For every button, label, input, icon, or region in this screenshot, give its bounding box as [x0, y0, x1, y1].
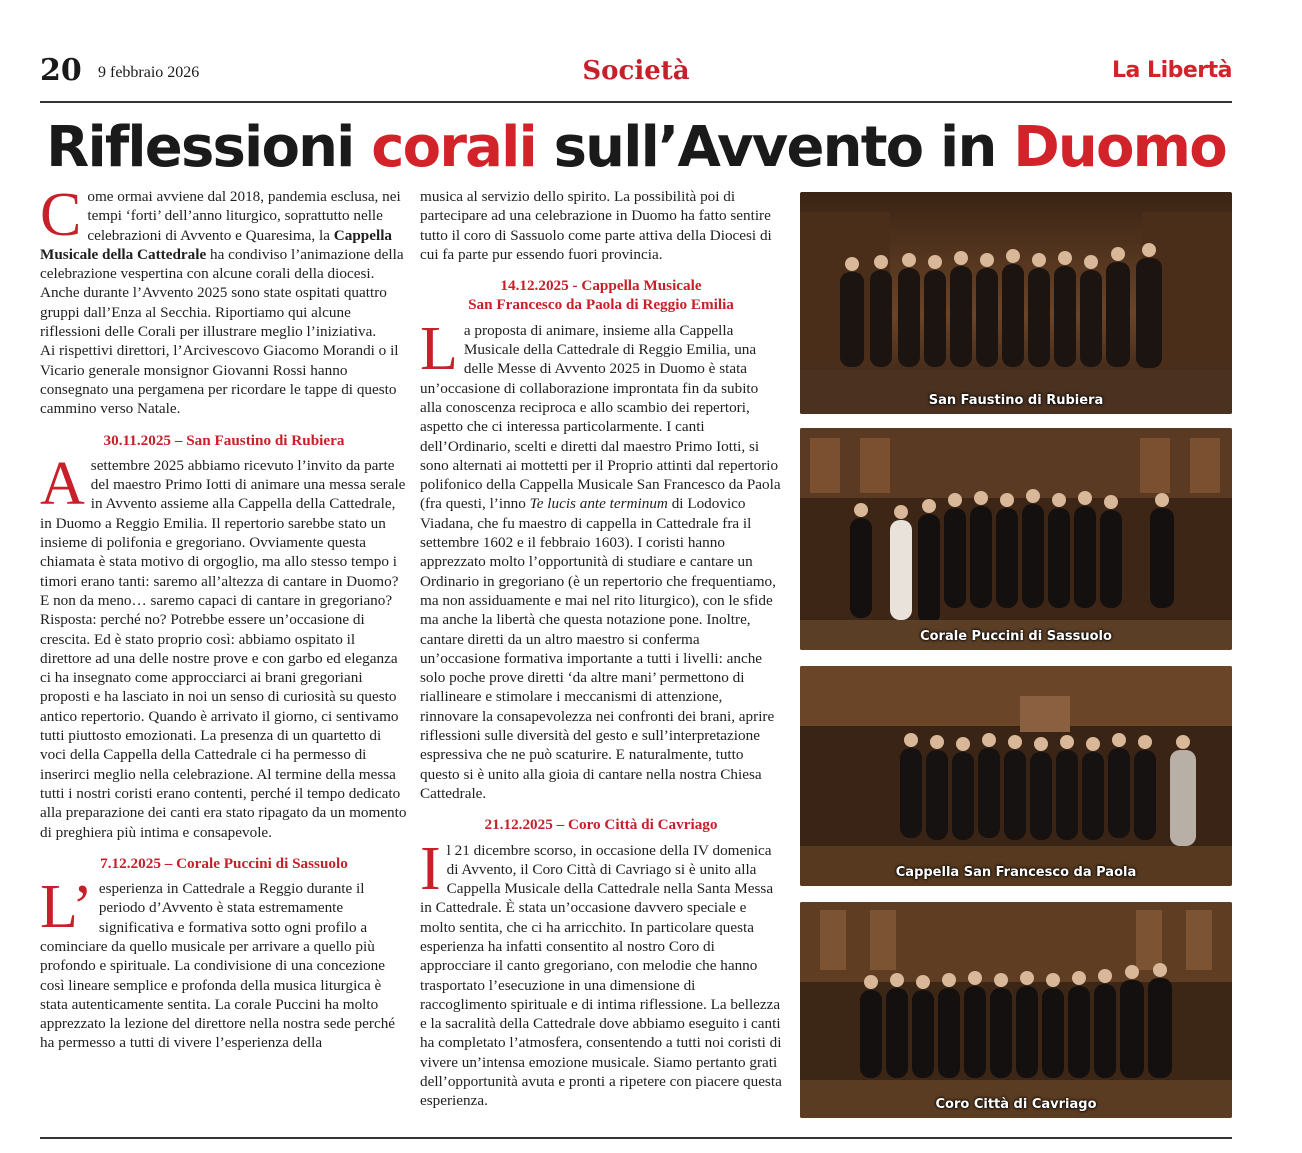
- body-text: esperienza in Cattedrale a Reggio durante il periodo d’Avvento è stata estremamente significativa e formativa sotto ogni profilo a cominciare da quello musicale per arrivare a quello più profondo e spirituale. La condivisione di una concezione così lineare semplice e profonda della musica liturgica è stata autenticamente sentita. La corale Puccini ha molto apprezzato la lezione del direttore nella nostra sede perché ha permesso a tutti di vivere l’esperienza della: [40, 880, 396, 1052]
- body-text: settembre 2025 abbiamo ricevuto l’invito da parte del maestro Primo Iotti di animare una messa serale in Avvento assieme alla Cappella della Cattedrale, in Duomo a Reggio Emilia. Il repertorio sarebbe stato un insieme di polifonia e gregoriano. Ovviamente questa chiamata è stata motivo di orgoglio, ma allo stesso tempo i timori erano tanti: saremo all’altezza di cantare in Duomo? E non da meno… saremo capaci di cantare in gregoriano? Risposta: perché no? Potrebbe essere un’occasione di crescita. Ed è stato proprio così: abbiamo ospitato il direttore ad una delle nostre prove e con garbo ed eleganza ci ha insegnato come approcciarci ai brani gregoriani proposti e ha lasciato in noi un senso di curiosità su questo antico repertorio. Quando è arrivato il giorno, ci sentivamo tutti piuttosto emozionati. La presenza di un quartetto di voci della Cappella della Cattedrale ci ha permesso di inserirci meglio nella celebrazione. Al termine della messa tutti i nostri coristi erano contenti, perché il tempo dedicato alla preparazione dei canti era stato ripagato da un momento di preghiera più intima e consapevole.: [40, 456, 407, 841]
- headline-part: Riflessioni: [46, 115, 372, 180]
- body-text-italic: Te lucis ante terminum: [529, 495, 668, 513]
- section-heading: [420, 276, 782, 315]
- body-text: ha condiviso l’animazione della celebrazione vespertina con alcune corali della diocesi. Anche durante l’Avvento 2025 sono state ospitati quattro gruppi dall’Enza al Secchia. Riportiamo qui alcune riflessioni delle Corali per illustrare meglio l’iniziativa.: [40, 245, 404, 341]
- photo-caption: Coro Città di Cavriago: [935, 1097, 1097, 1112]
- body-text: a proposta di animare, insieme alla Cappella Musicale della Cattedrale di Reggio Emilia, una delle Messe di Avvento 2025 in Duomo è stata un’occasione di collaborazione improntata fin da subito alla conoscenza reciproca e allo scambio dei repertori, aspetto che ci interessa particolarmente. I canti dell’Ordinario, scelti e diretti dal maestro Primo Iotti, si sono alternati ai mottetti per il Proprio attinti dal repertorio polifonico della Cappella Musicale San Francesco da Paola (fra questi, l’inno: [420, 321, 781, 513]
- heading-line: San Francesco da Paola di Reggio Emilia: [468, 296, 734, 314]
- issue-date: 9 febbraio 2026: [98, 64, 200, 81]
- article-column-2: [420, 187, 782, 1111]
- section-heading: 21.12.2025 – Coro Città di Cavriago: [484, 816, 718, 834]
- article-column-1: [40, 181, 408, 1053]
- photo-image: [800, 192, 1232, 414]
- heading-line: 14.12.2025 - Cappella Musicale: [500, 277, 702, 295]
- section-title: Società: [582, 56, 690, 86]
- section-paragraph: [420, 834, 782, 1111]
- intro-paragraph: [40, 181, 408, 341]
- page-header: [40, 52, 1232, 94]
- body-text-bold: Cappella Musicale della Cattedrale: [40, 226, 393, 263]
- choir-photo: [800, 192, 1232, 414]
- drop-cap: C: [40, 181, 82, 249]
- continued-paragraph: musica al servizio dello spirito. La possibilità poi di partecipare ad una celebrazione in Duomo ha fatto sentire tutto il coro di Sassuolo come parte attiva della Diocesi di cui fa parte pur essendo fuori provincia.: [420, 188, 772, 263]
- header-divider: [40, 101, 1232, 103]
- section-paragraph: [40, 873, 408, 1053]
- photo-image: [800, 428, 1232, 650]
- choir-photo: [800, 666, 1232, 886]
- drop-cap: L’: [40, 873, 93, 942]
- section-paragraph: [40, 449, 408, 842]
- newspaper-logo: La Libertà: [1112, 58, 1232, 83]
- footer-divider: [40, 1137, 1232, 1139]
- drop-cap: L: [420, 314, 458, 383]
- headline-accent: corali: [371, 115, 536, 180]
- photo-caption: San Faustino di Rubiera: [928, 393, 1104, 408]
- drop-cap: A: [40, 449, 85, 518]
- photo-caption: Cappella San Francesco da Paola: [895, 865, 1137, 880]
- page-number: 20: [40, 53, 82, 88]
- headline-part: sull’Avvento in: [535, 115, 1014, 180]
- article-headline: [40, 110, 1232, 186]
- photo-image: [800, 666, 1232, 886]
- section-paragraph: [420, 314, 782, 803]
- photo-image: [800, 902, 1232, 1118]
- headline-accent: Duomo: [1013, 115, 1226, 180]
- intro-paragraph-2: Ai rispettivi direttori, l’Arcivescovo Giacomo Morandi o il Vicario generale monsignor Giovanni Rossi hanno consegnato una pergamena per ricordare le tappe di questo cammino verso Natale.: [40, 342, 399, 418]
- body-text: ome ormai avviene dal 2018, pandemia esclusa, nei tempi ‘forti’ dell’anno liturgico, soprattutto nelle celebrazioni di Avvento e Quaresima, la: [87, 188, 401, 244]
- choir-photo: [800, 902, 1232, 1118]
- photo-caption: Corale Puccini di Sassuolo: [920, 629, 1112, 644]
- drop-cap: I: [420, 834, 441, 903]
- section-heading: 30.11.2025 – San Faustino di Rubiera: [103, 431, 345, 449]
- choir-photo: [800, 428, 1232, 650]
- section-heading: 7.12.2025 – Corale Puccini di Sassuolo: [100, 854, 348, 872]
- body-text: l 21 dicembre scorso, in occasione della IV domenica di Avvento, il Coro Città di Cavriago si è unito alla Cappella Musicale della Cattedrale nella Santa Messa in Cattedrale. È stata un’occasione davvero speciale e molto sentita, che ci ha arricchito. In particolare questa esperienza ha infatti consentito al nostro Coro di approcciare il canto gregoriano, con melodie che hanno trasportato l’esecuzione in una dimensione di raccoglimento spirituale e di intima riflessione. La bellezza e la sacralità della Cattedrale dove abbiamo eseguito i canti ha completato l’atmosfera, consentendo a tutti noi coristi di vivere un’intensa emozione musicale. Siamo pertanto grati dell’opportunità avuta e pronti a ripetere con piacere questa esperienza.: [420, 841, 782, 1110]
- body-text: di Lodovico Viadana, che fu maestro di cappella in Cattedrale fra il settembre 1602 e il febbraio 1603). I coristi hanno apprezzato molto l’opportunità di studiare e cantare un Ordinario in gregoriano (è un repertorio che frequentiamo, ma non assiduamente e mai nel rito liturgico), con le sfide ma anche la libertà che questa notazione pone. Inoltre, cantare diretti da un altro maestro si conferma un’occasione formativa importante a tutti i livelli: anche solo poche prove diretti ‘da altre mani’ permettono di riallineare e stimolare i meccanismi di attenzione, rinnovare la consapevolezza nei confronti dei brani, aprire riflessioni sulle diversità del gesto e sull’interpretazione espressiva che ne può scaturire. E naturalmente, tutto questo si è unito alla gioia di cantare nella nostra Chiesa Cattedrale.: [420, 495, 776, 802]
